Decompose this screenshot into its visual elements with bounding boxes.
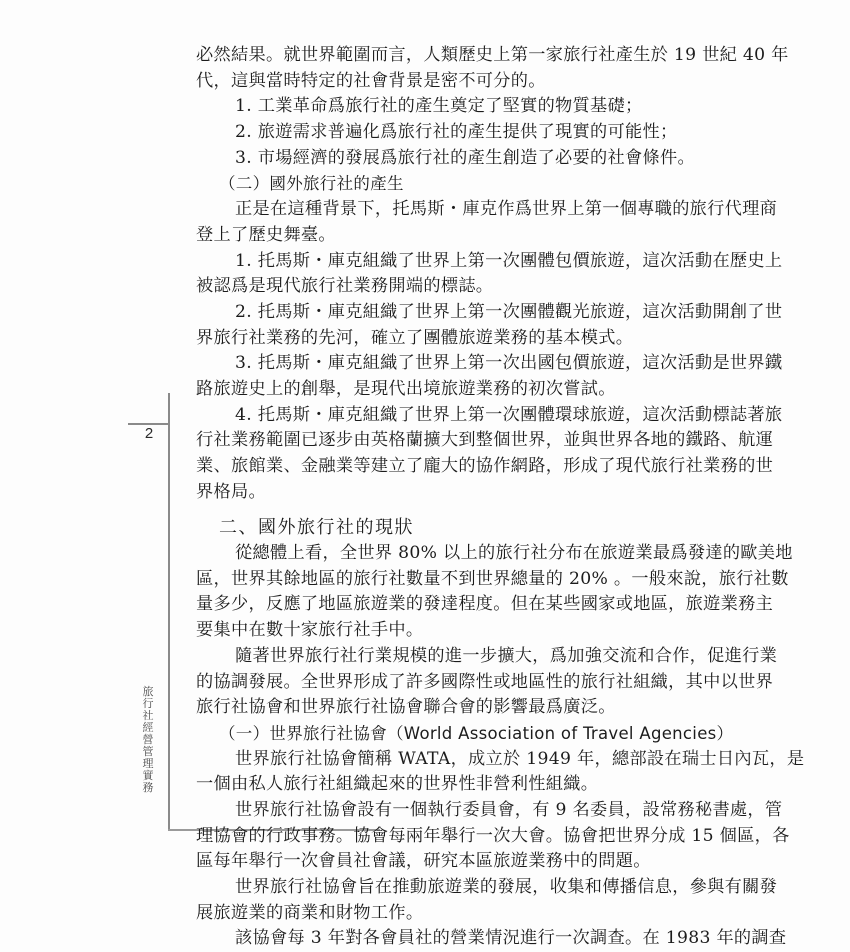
running-title-char: 營 <box>142 733 154 746</box>
running-title-char: 行 <box>142 697 154 710</box>
list-item: 路旅遊史上的創舉，是現代出境旅遊業務的初次嘗試。 <box>196 378 616 399</box>
list-item: 1. 托馬斯・庫克組織了世界上第一次團體包價旅遊，這次活動在歷史上 <box>235 250 783 271</box>
margin-rule-vertical <box>168 393 170 831</box>
paragraph-line: 一個由私人旅行社組織起來的世界性非營利性組織。 <box>196 774 599 795</box>
paragraph-line: 量多少，反應了地區旅遊業的發達程度。但在某些國家或地區，旅遊業務主 <box>196 594 774 615</box>
list-item: 被認爲是現代旅行社業務開端的標誌。 <box>196 276 494 297</box>
running-title-char: 旅 <box>142 685 154 698</box>
list-item: 界格局。 <box>196 481 266 502</box>
running-title-char: 管 <box>142 745 154 758</box>
paragraph-line: 展旅遊業的商業和財物工作。 <box>196 902 424 923</box>
paragraph-line: 世界旅行社協會旨在推動旅遊業的發展，收集和傳播信息，參與有關發 <box>235 877 778 897</box>
list-item: 業、旅館業、金融業等建立了龐大的協作網路，形成了現代旅行社業務的世 <box>196 456 774 476</box>
paragraph-line: 隨著世界旅行社行業規模的進一步擴大，爲加強交流和合作，促進行業 <box>235 645 778 666</box>
list-item: 2. 托馬斯・庫克組織了世界上第一次團體觀光旅遊，這次活動開創了世 <box>235 301 783 322</box>
paragraph-line: 理協會的行政事務。協會每兩年舉行一次大會。協會把世界分成 15 個區，各 <box>196 825 790 846</box>
body-text <box>196 43 805 952</box>
paragraph-line: 必然結果。就世界範圍而言，人類歷史上第一家旅行社產生於 19 世紀 40 年 <box>196 45 789 65</box>
paragraph-line: 代，這與當時特定的社會背景是密不可分的。 <box>196 70 546 91</box>
running-title-char: 經 <box>142 721 154 734</box>
paragraph-line: 世界旅行社協會簡稱 WATA，成立於 1949 年，總部設在瑞士日內瓦，是 <box>235 748 805 769</box>
paragraph-line: 區，世界其餘地區的旅行社數量不到世界總量的 20% 。一般來說，旅行社數 <box>196 568 789 589</box>
running-title-char: 務 <box>142 781 154 794</box>
page-number: 2 <box>144 425 154 442</box>
paragraph-line: 該協會每 3 年對各會員社的營業情況進行一次調查。在 1983 年的調查 <box>235 928 787 949</box>
running-title-char: 理 <box>142 757 154 770</box>
paragraph-line: 正是在這種背景下，托馬斯・庫克作爲世界上第一個專職的旅行代理商 <box>235 199 778 220</box>
list-item: 2. 旅遊需求普遍化爲旅行社的產生提供了現實的可能性； <box>235 122 678 143</box>
paragraph-line: 的協調發展。全世界形成了許多國際性或地區性的旅行社組織，其中以世界 <box>196 671 774 692</box>
list-item: 界旅行社業務的先河，確立了團體旅遊業務的基本模式。 <box>196 327 634 348</box>
paragraph-line: 從總體上看，全世界 80% 以上的旅行社分布在旅遊業最爲發達的歐美地 <box>235 543 793 564</box>
subsection-heading: （二）國外旅行社的產生 <box>219 174 404 194</box>
list-item: 行社業務範圍已逐步由英格蘭擴大到整個世界，並與世界各地的鐵路、航運 <box>196 430 774 451</box>
running-title-char: 社 <box>142 709 154 722</box>
running-title-vertical <box>141 686 155 794</box>
list-item: 3. 托馬斯・庫克組織了世界上第一次出國包價旅遊，這次活動是世界鐵 <box>235 353 783 374</box>
list-item: 4. 托馬斯・庫克組織了世界上第一次團體環球旅遊，這次活動標誌著旅 <box>235 404 783 425</box>
running-title-char: 實 <box>142 769 154 782</box>
section-heading: 二、國外旅行社的現狀 <box>219 517 414 539</box>
paragraph-line: 區每年舉行一次會員社會議，研究本區旅遊業務中的問題。 <box>196 851 651 872</box>
paragraph-line: 登上了歷史舞臺。 <box>196 224 336 245</box>
paragraph-line: 世界旅行社協會設有一個執行委員會，有 9 名委員，設常務秘書處，管 <box>235 799 783 820</box>
paragraph-line: 旅行社協會和世界旅行社協會聯合會的影響最爲廣泛。 <box>196 697 616 718</box>
section-spacer <box>196 505 658 515</box>
subsection-heading: （一）世界旅行社協會（World Association of Travel Agencies） <box>219 723 734 743</box>
paragraph-line: 要集中在數十家旅行社手中。 <box>196 620 424 641</box>
list-item: 3. 市場經濟的發展爲旅行社的產生創造了必要的社會條件。 <box>235 147 695 168</box>
list-item: 1. 工業革命爲旅行社的產生奠定了堅實的物質基礎； <box>235 96 643 117</box>
